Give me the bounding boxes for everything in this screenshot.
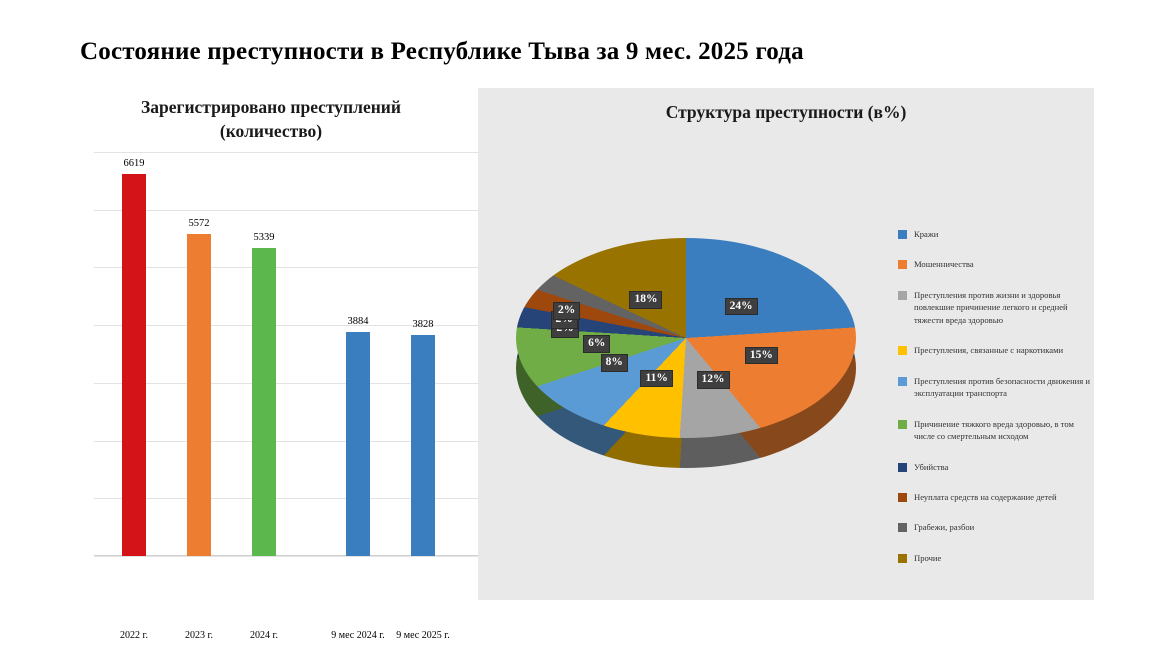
legend-label: Убийства bbox=[914, 461, 949, 472]
bar-value-label: 3884 bbox=[347, 315, 369, 327]
bar-category-label: 9 мес 2024 г. bbox=[331, 630, 385, 641]
legend-item bbox=[898, 258, 1094, 270]
pie-value-label: 2% bbox=[553, 302, 580, 319]
legend-swatch-icon bbox=[898, 260, 907, 269]
pie-surface bbox=[516, 238, 856, 438]
pie-value-label: 18% bbox=[629, 291, 662, 308]
bar-3 bbox=[252, 248, 276, 556]
bar-value-label: 5339 bbox=[253, 231, 275, 243]
legend-item bbox=[898, 228, 1094, 240]
legend-item bbox=[898, 552, 1094, 564]
legend-label: Преступления, связанные с наркотиками bbox=[914, 345, 1064, 356]
legend-item bbox=[898, 461, 1094, 473]
legend-label: Кражи bbox=[914, 229, 939, 239]
bar-5 bbox=[411, 335, 435, 556]
legend-item bbox=[898, 375, 1094, 400]
grid-line bbox=[94, 210, 478, 211]
legend-label: Грабежи, разбои bbox=[914, 522, 975, 533]
bar-category-label: 2024 г. bbox=[250, 630, 278, 641]
pie-value-label: 12% bbox=[697, 371, 730, 388]
legend-item bbox=[898, 521, 1094, 533]
pie-value-label: 11% bbox=[640, 370, 672, 387]
legend-item bbox=[898, 289, 1094, 326]
bar-chart-plot-area bbox=[94, 152, 478, 641]
legend-swatch-icon bbox=[898, 377, 907, 386]
pie-legend bbox=[898, 228, 1094, 582]
pie-chart-panel bbox=[478, 88, 1094, 600]
legend-swatch-icon bbox=[898, 230, 907, 239]
pie-value-label: 6% bbox=[583, 335, 610, 352]
legend-swatch-icon bbox=[898, 523, 907, 532]
legend-label: Мошенничества bbox=[914, 259, 974, 270]
bar-chart-title bbox=[56, 96, 486, 143]
bar-value-label: 5572 bbox=[188, 218, 210, 230]
grid-line bbox=[94, 152, 478, 153]
bar-category-label: 2023 г. bbox=[185, 630, 213, 641]
legend-swatch-icon bbox=[898, 554, 907, 563]
legend-label: Преступления против жизни и здоровья повлекшие причинение легкого и средней тяжести вреда здоровью bbox=[914, 289, 1068, 325]
legend-label: Неуплата средств на содержание детей bbox=[914, 491, 1057, 502]
bar-value-label: 6619 bbox=[123, 157, 145, 169]
legend-swatch-icon bbox=[898, 463, 907, 472]
pie-chart-graphic bbox=[496, 160, 876, 520]
page-title: Состояние преступности в Республике Тыва за 9 мес. 2025 года bbox=[80, 38, 804, 65]
pie-value-label: 24% bbox=[725, 298, 758, 315]
bar-1 bbox=[122, 174, 146, 556]
legend-item bbox=[898, 418, 1094, 443]
bar-chart-title-line2: (количество) bbox=[219, 120, 323, 141]
bar-chart-panel bbox=[56, 88, 486, 641]
pie-chart-title: Структура преступности (в%) bbox=[665, 102, 907, 122]
legend-swatch-icon bbox=[898, 420, 907, 429]
legend-label: Прочие bbox=[914, 552, 942, 563]
legend-label: Причинение тяжкого вреда здоровью, в том числе со смертельным исходом bbox=[914, 418, 1074, 442]
legend-label: Преступления против безопасности движения и эксплуатации транспорта bbox=[914, 375, 1090, 399]
pie-value-label: 8% bbox=[601, 354, 628, 371]
legend-item bbox=[898, 491, 1094, 503]
grid-line bbox=[94, 556, 478, 557]
bar-2 bbox=[187, 234, 211, 556]
bar-category-label: 2022 г. bbox=[120, 630, 148, 641]
grid-line bbox=[94, 267, 478, 268]
legend-swatch-icon bbox=[898, 493, 907, 502]
legend-swatch-icon bbox=[898, 346, 907, 355]
legend-swatch-icon bbox=[898, 291, 907, 300]
bar-category-label: 9 мес 2025 г. bbox=[396, 630, 450, 641]
bar-4 bbox=[346, 332, 370, 556]
bar-chart-title-line1: Зарегистрировано преступлений bbox=[141, 97, 401, 117]
legend-item bbox=[898, 344, 1094, 356]
pie-value-label: 15% bbox=[745, 347, 778, 364]
bar-value-label: 3828 bbox=[412, 319, 434, 331]
